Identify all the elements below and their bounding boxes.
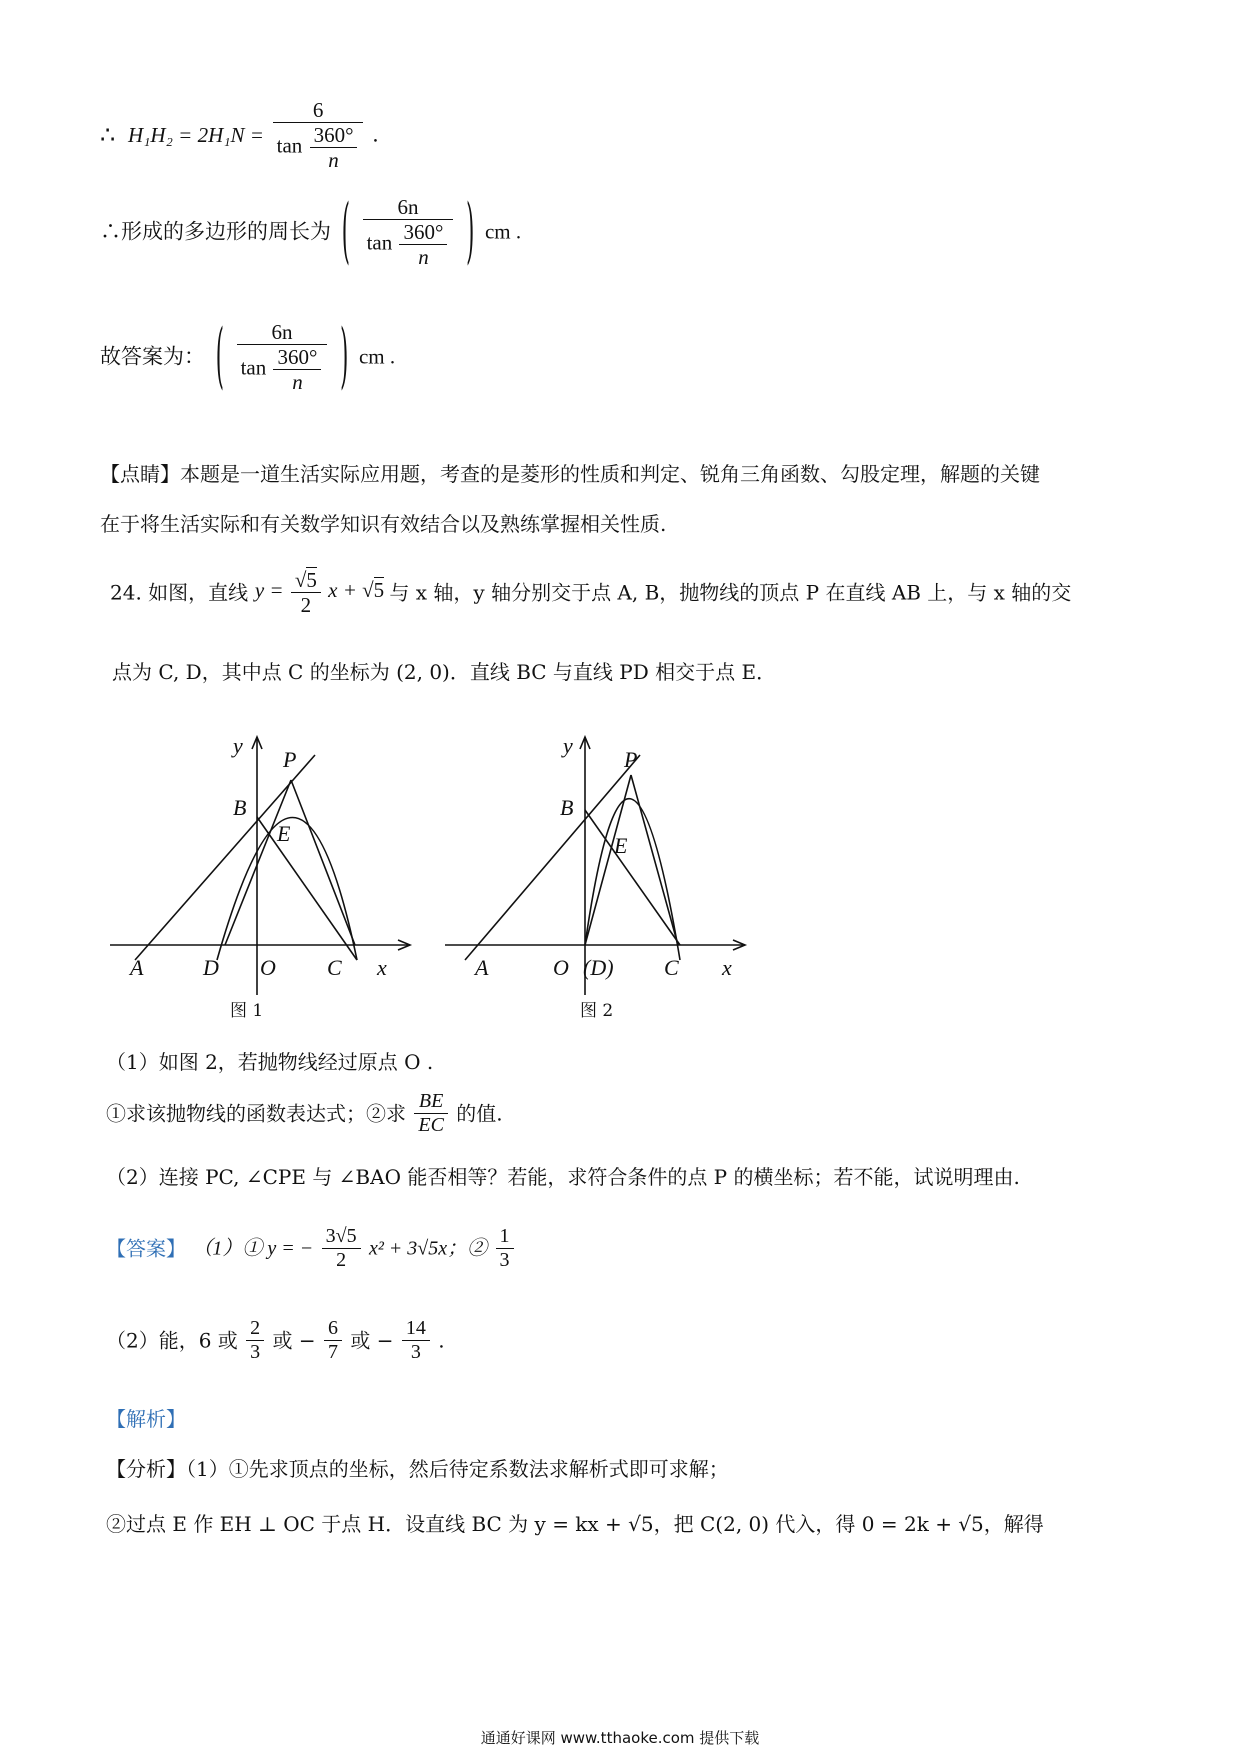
fig2-label-o: O [553, 955, 569, 980]
angle-denominator: n [328, 148, 339, 173]
answer-1-ratio [496, 1225, 514, 1272]
figure-1 [105, 735, 415, 1020]
h1h2-numerator: 6 [273, 98, 364, 123]
fig1-label-b: B [233, 795, 247, 820]
fig2-label-x: x [722, 955, 732, 980]
fig1-caption: 图 1 [230, 1001, 264, 1020]
dianjing-line-1: 【点睛】本题是一道生活实际应用题，考查的是菱形的性质和判定、锐角三角函数、勾股定理，解题的关键 [100, 462, 1040, 486]
footer-credit: 通通好课网 www.tthaoke.com 提供下载 [480, 1729, 760, 1747]
part-2: （2）连接 PC, ∠CPE 与 ∠BAO 能否相等？若能，求符合条件的点 P 的横坐标；若不能，试说明理由. [106, 1165, 1020, 1189]
jiexi-tag: 【解析】 [106, 1407, 186, 1431]
fig1-label-o: O [260, 955, 276, 980]
perimeter-unit: cm . [484, 219, 522, 244]
left-paren: ( [215, 314, 224, 396]
fig1-label-y: y [233, 735, 243, 758]
answer-2-or-2: 或 − [350, 1328, 394, 1353]
ratio-denominator: 3 [499, 1249, 510, 1271]
fig1-label-d: D [203, 955, 219, 980]
ratio-numerator: 1 [496, 1225, 514, 1249]
perimeter-lead: ∴形成的多边形的周长为 [100, 219, 331, 244]
answer-2-frac-1 [246, 1317, 264, 1364]
angle-fraction [399, 220, 447, 269]
part-1: （1）如图 2，若抛物线经过原点 O . [106, 1050, 434, 1074]
answer-denominator [237, 345, 328, 394]
fig1-label-x: x [377, 955, 387, 980]
fig2-label-y: y [563, 735, 573, 758]
part-1-sub-lead: ①求该抛物线的函数表达式；②求 [106, 1101, 406, 1126]
coef-denominator: 2 [336, 1249, 347, 1271]
frac-2-denominator: 7 [328, 1341, 339, 1363]
perimeter-line [100, 189, 522, 271]
answer-fraction [237, 320, 328, 394]
answer-1-mid: x² + 3√5x；② [368, 1237, 488, 1260]
slope-denominator: 2 [300, 593, 312, 618]
perimeter-numerator: 6n [363, 195, 454, 220]
q24-suffix: 与 x 轴，y 轴分别交于点 A, B，抛物线的顶点 P 在直线 AB 上，与 x 轴的交 [389, 580, 1072, 605]
perimeter-denominator [363, 220, 454, 269]
fig1-label-e: E [277, 821, 291, 846]
fig2-label-e: E [614, 833, 628, 858]
answer-lead: 故答案为： [100, 344, 205, 369]
answer-unit: cm . [358, 344, 396, 369]
frac-1-denominator: 3 [250, 1341, 261, 1363]
slope-numerator: √5 [291, 568, 321, 593]
answer-2-frac-3 [402, 1317, 430, 1364]
angle-numerator: 360° [273, 345, 321, 370]
fig2-label-od: (D) [583, 955, 614, 980]
h1h2-formula [100, 98, 379, 172]
right-paren: ) [340, 314, 349, 396]
fig2-label-p: P [624, 747, 638, 772]
angle-fraction [310, 123, 358, 172]
part-1-sub-tail: 的值. [456, 1101, 503, 1126]
tan-text: tan [240, 355, 267, 380]
tan-text: tan [366, 230, 393, 255]
be-ec-fraction [414, 1090, 448, 1137]
fig1-label-p: P [283, 747, 297, 772]
answer-2-or-1: 或 − [272, 1328, 316, 1353]
slope-fraction [291, 568, 321, 617]
answer-block-2 [106, 1317, 445, 1364]
perimeter-fraction [363, 195, 454, 269]
part-1-sub [106, 1090, 503, 1137]
coef-numerator: 3√5 [322, 1225, 361, 1249]
q24-line-2: 点为 C, D，其中点 C 的坐标为 (2, 0)．直线 BC 与直线 PD 相交于点 E． [112, 660, 777, 684]
frac-3-denominator: 3 [410, 1341, 421, 1363]
angle-fraction [273, 345, 321, 394]
therefore-symbol: ∴ [100, 120, 116, 149]
left-paren: ( [341, 189, 350, 271]
answer-block-1 [106, 1225, 516, 1272]
h1h2-lhs: H₁H₂ = 2H₁N = [127, 122, 264, 147]
fenxi-line-1: 【分析】（1）①先求顶点的坐标，然后待定系数法求解析式即可求解； [106, 1457, 729, 1481]
h1h2-denominator [273, 123, 364, 172]
fig2-caption: 图 2 [580, 1001, 614, 1020]
answer-tag: 【答案】 [106, 1236, 186, 1261]
answer-2-end: . [438, 1328, 445, 1353]
frac-2-numerator: 6 [324, 1317, 342, 1341]
ec-denominator: EC [418, 1114, 444, 1136]
answer-2-frac-2 [324, 1317, 342, 1364]
answer-line [100, 314, 396, 396]
dianjing-line-2: 在于将生活实际和有关数学知识有效结合以及熟练掌握相关性质. [100, 512, 667, 536]
line-equation: y = $\frac{√5}{2}$ x + √5 [254, 568, 385, 618]
answer-2-lead: （2）能，6 或 [106, 1328, 238, 1353]
h1h2-fraction [273, 98, 364, 172]
tan-text: tan [276, 133, 303, 158]
q24-prefix: 24. 如图，直线 [110, 580, 249, 605]
frac-1-numerator: 2 [246, 1317, 264, 1341]
right-paren: ) [466, 189, 475, 271]
answer-1-lead: （1）① y = − [192, 1237, 314, 1260]
fig2-label-b: B [560, 795, 574, 820]
answer-1-coef [322, 1225, 361, 1272]
answer-numerator: 6n [237, 320, 328, 345]
angle-denominator: n [292, 370, 303, 395]
frac-3-numerator: 14 [402, 1317, 430, 1341]
fig1-label-a: A [130, 955, 144, 980]
fig1-label-c: C [327, 955, 342, 980]
figure-2 [440, 735, 750, 1020]
be-numerator: BE [414, 1090, 448, 1114]
angle-denominator: n [418, 245, 429, 270]
angle-numerator: 360° [310, 123, 358, 148]
angle-numerator: 360° [399, 220, 447, 245]
fenxi-line-2: ②过点 E 作 EH ⊥ OC 于点 H．设直线 BC 为 y = kx + √5，把 C(2, 0) 代入，得 0 = 2k + √5，解得 [106, 1512, 1044, 1536]
fig2-label-a: A [475, 955, 489, 980]
fig2-label-c: C [664, 955, 679, 980]
period: . [372, 122, 379, 147]
q24-line-1 [110, 568, 1071, 617]
